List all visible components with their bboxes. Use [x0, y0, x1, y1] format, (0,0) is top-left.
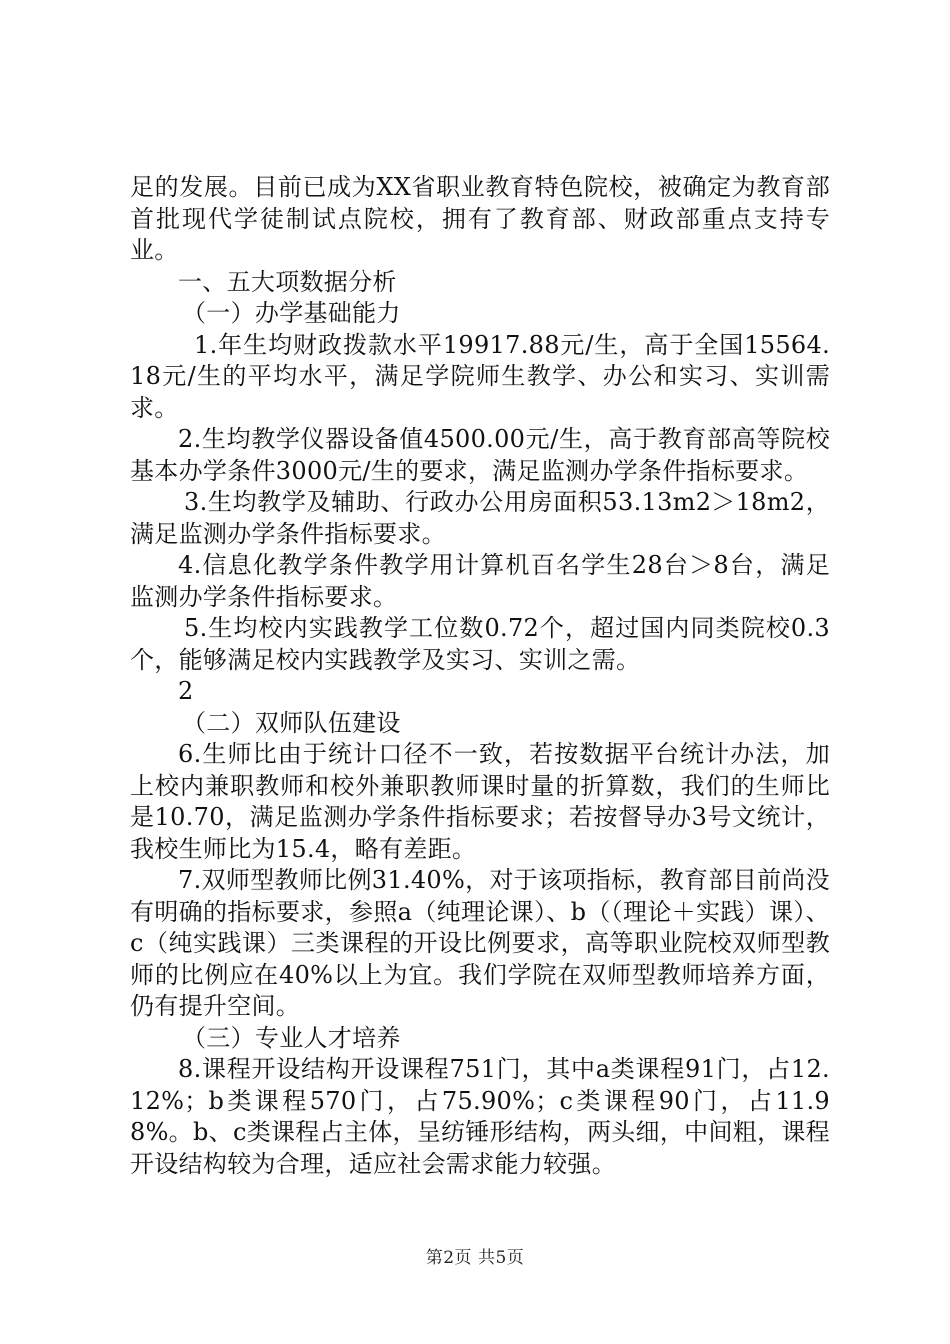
page-footer: 第2页 共5页 — [425, 1248, 525, 1268]
paragraph-intro: 足的发展。目前已成为XX省职业教育特色院校，被确定为教育部首批现代学徒制试点院校，拥有了教育部、财政部重点支持专业。 — [130, 173, 830, 264]
item-6-student-teacher-ratio: 6.生师比由于统计口径不一致，若按数据平台统计办法，加上校内兼职教师和校外兼职教师课时量的折算数，我们的生师比是10.70，满足监测办学条件指标要求；若按督导办3号文统计，我校生师比为15.4，略有差距。 — [130, 740, 830, 863]
stray-page-number: 2 — [178, 677, 194, 705]
subsection-heading-basic-capacity: （一）办学基础能力 — [182, 299, 401, 327]
item-2-equipment: 2.生均教学仪器设备值4500.00元/生，高于教育部高等院校基本办学条件3000元/生的要求，满足监测办学条件指标要求。 — [130, 425, 830, 485]
subsection-heading-talent-training: （三）专业人才培养 — [182, 1023, 401, 1052]
subsection-heading-dual-teachers: （二）双师队伍建设 — [182, 708, 401, 737]
item-3-building-area: 3.生均教学及辅助、行政办公用房面积53.13m2＞18m2，满足监测办学条件指标要求。 — [130, 488, 830, 548]
item-5-workstations: 5.生均校内实践教学工位数0.72个，超过国内同类院校0.3个，能够满足校内实践教学及实习、实训之需。 — [130, 614, 830, 674]
item-7-dual-teacher-ratio: 7.双师型教师比例31.40%，对于该项指标，教育部目前尚没有明确的指标要求，参照a（纯理论课）、b（（理论＋实践）课）、c（纯实践课）三类课程的开设比例要求，高等职业院校双师型教师的比例应在40%以上为宜。我们学院在双师型教师培养方面，仍有提升空间。 — [130, 866, 830, 1020]
item-8-course-structure: 8.课程开设结构开设课程751门，其中a类课程91门，占12.12%；b类课程570门，占75.90%；c类课程90门，占11.98%。b、c类课程占主体，呈纺锤形结构，两头细，中间粗，课程开设结构较为合理，适应社会需求能力较强。 — [130, 1055, 830, 1178]
section-heading-data-analysis: 一、五大项数据分析 — [178, 267, 397, 296]
item-4-computers: 4.信息化教学条件教学用计算机百名学生28台＞8台，满足监测办学条件指标要求。 — [130, 551, 830, 611]
item-1-funding: 1.年生均财政拨款水平19917.88元/生，高于全国15564.18元/生的平均水平，满足学院师生教学、办公和实习、实训需求。 — [130, 330, 830, 422]
document-body — [130, 172, 830, 1180]
